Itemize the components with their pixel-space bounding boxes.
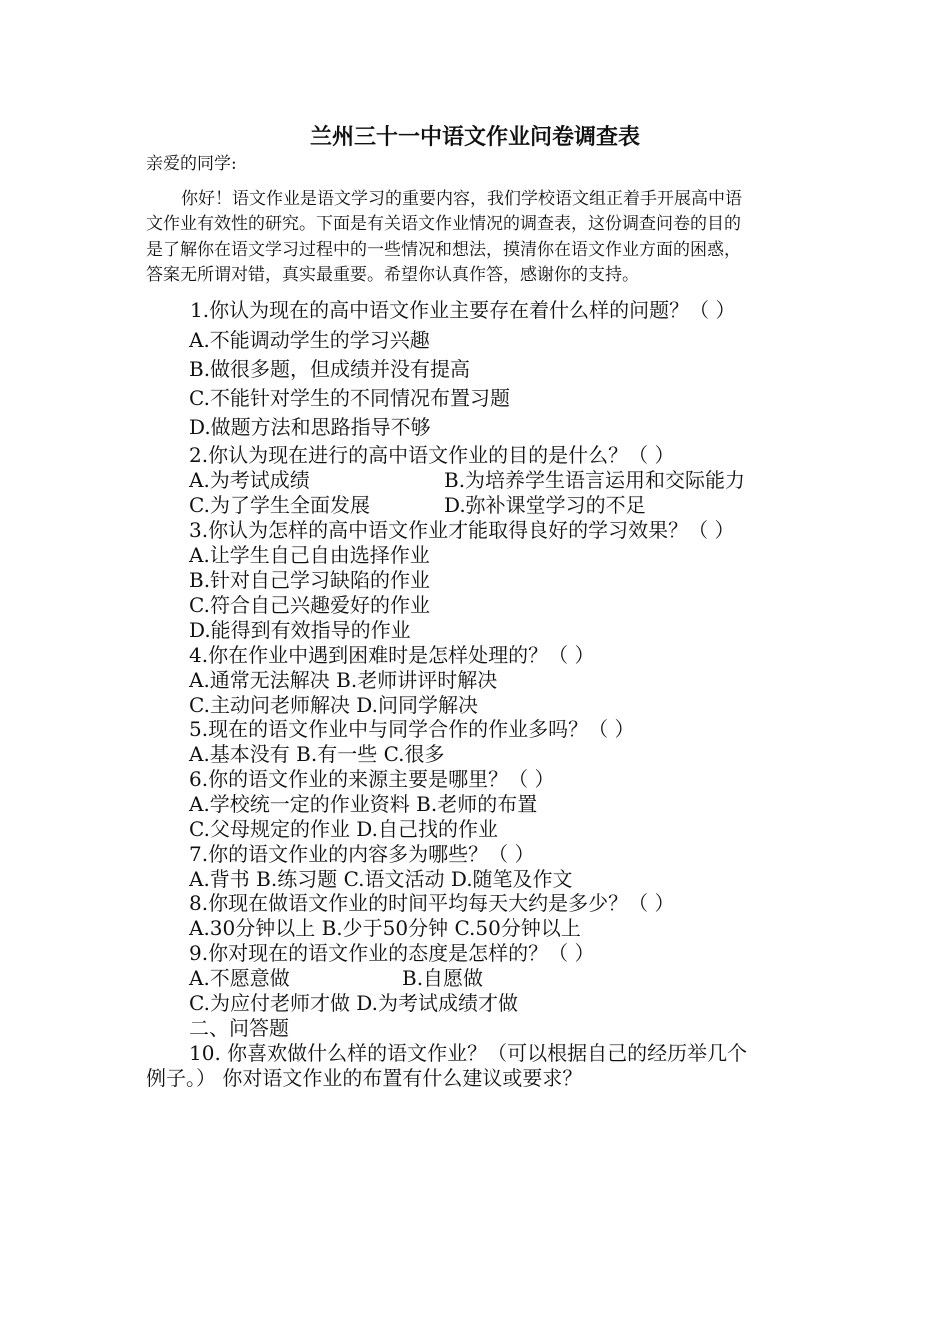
question-6-options-ab: A.学校统一定的作业资料 B.老师的布置 (189, 792, 538, 816)
question-2: 2.你认为现在进行的高中语文作业的目的是什么？（ ） (189, 443, 675, 467)
question-7: 7.你的语文作业的内容多为哪些？（ ） (189, 842, 535, 866)
question-2-option-a: A.为考试成绩 (189, 468, 310, 492)
question-8-options: A.30分钟以上 B.少于50分钟 C.50分钟以上 (189, 916, 581, 940)
question-2-option-b: B.为培养学生语言运用和交际能力 (444, 468, 746, 492)
question-4: 4.你在作业中遇到困难时是怎样处理的？（ ） (189, 643, 595, 667)
question-1-option-d: D.做题方法和思路指导不够 (189, 415, 431, 439)
question-5: 5.现在的语文作业中与同学合作的作业多吗？（ ） (189, 717, 635, 741)
question-3-option-b: B.针对自己学习缺陷的作业 (189, 568, 431, 592)
question-2-option-d: D.弥补课堂学习的不足 (444, 493, 646, 517)
question-6-options-cd: C.父母规定的作业 D.自己找的作业 (189, 817, 498, 841)
question-1: 1.你认为现在的高中语文作业主要存在着什么样的问题？（ ） (190, 298, 736, 322)
question-10-line-1: 10. 你喜欢做什么样的语文作业？（可以根据自己的经历举几个 (189, 1041, 748, 1065)
intro-line-4: 答案无所谓对错，真实最重要。希望你认真作答，感谢你的支持。 (146, 265, 639, 285)
question-9-options-cd: C.为应付老师才做 D.为考试成绩才做 (189, 991, 518, 1015)
question-9-option-b: B.自愿做 (402, 966, 484, 990)
question-1-option-a: A.不能调动学生的学习兴趣 (189, 328, 430, 352)
question-8: 8.你现在做语文作业的时间平均每天大约是多少？（ ） (189, 891, 675, 915)
page-title: 兰州三十一中语文作业问卷调查表 (309, 124, 640, 150)
question-3-option-a: A.让学生自己自由选择作业 (189, 543, 430, 567)
question-7-options: A.背书 B.练习题 C.语文活动 D.随笔及作文 (189, 867, 573, 891)
question-9: 9.你对现在的语文作业的态度是怎样的？（ ） (189, 941, 595, 965)
question-1-option-b: B.做很多题，但成绩并没有提高 (189, 357, 471, 381)
question-3: 3.你认为怎样的高中语文作业才能取得良好的学习效果？（ ） (189, 518, 735, 542)
question-1-option-c: C.不能针对学生的不同情况布置习题 (189, 386, 510, 410)
question-2-option-c: C.为了学生全面发展 (189, 493, 370, 517)
question-5-options: A.基本没有 B.有一些 C.很多 (189, 742, 445, 766)
question-10-line-2: 例子。） 你对语文作业的布置有什么建议或要求？ (146, 1066, 583, 1090)
intro-line-2: 文作业有效性的研究。下面是有关语文作业情况的调查表，这份调查问卷的目的 (146, 214, 741, 234)
intro-line-3: 是了解你在语文学习过程中的一些情况和想法，摸清你在语文作业方面的困惑， (146, 240, 741, 260)
question-9-option-a: A.不愿意做 (189, 966, 290, 990)
question-4-options-cd: C.主动问老师解决 D.问同学解决 (189, 693, 478, 717)
intro-line-1: 你好！语文作业是语文学习的重要内容，我们学校语文组正着手开展高中语 (181, 189, 742, 209)
question-3-option-d: D.能得到有效指导的作业 (189, 618, 411, 642)
question-4-options-ab: A.通常无法解决 B.老师讲评时解决 (189, 668, 498, 692)
section-heading-qa: 二、问答题 (189, 1016, 289, 1040)
question-6: 6.你的语文作业的来源主要是哪里？（ ） (189, 767, 555, 791)
question-3-option-c: C.符合自己兴趣爱好的作业 (189, 593, 430, 617)
greeting: 亲爱的同学: (146, 154, 237, 174)
